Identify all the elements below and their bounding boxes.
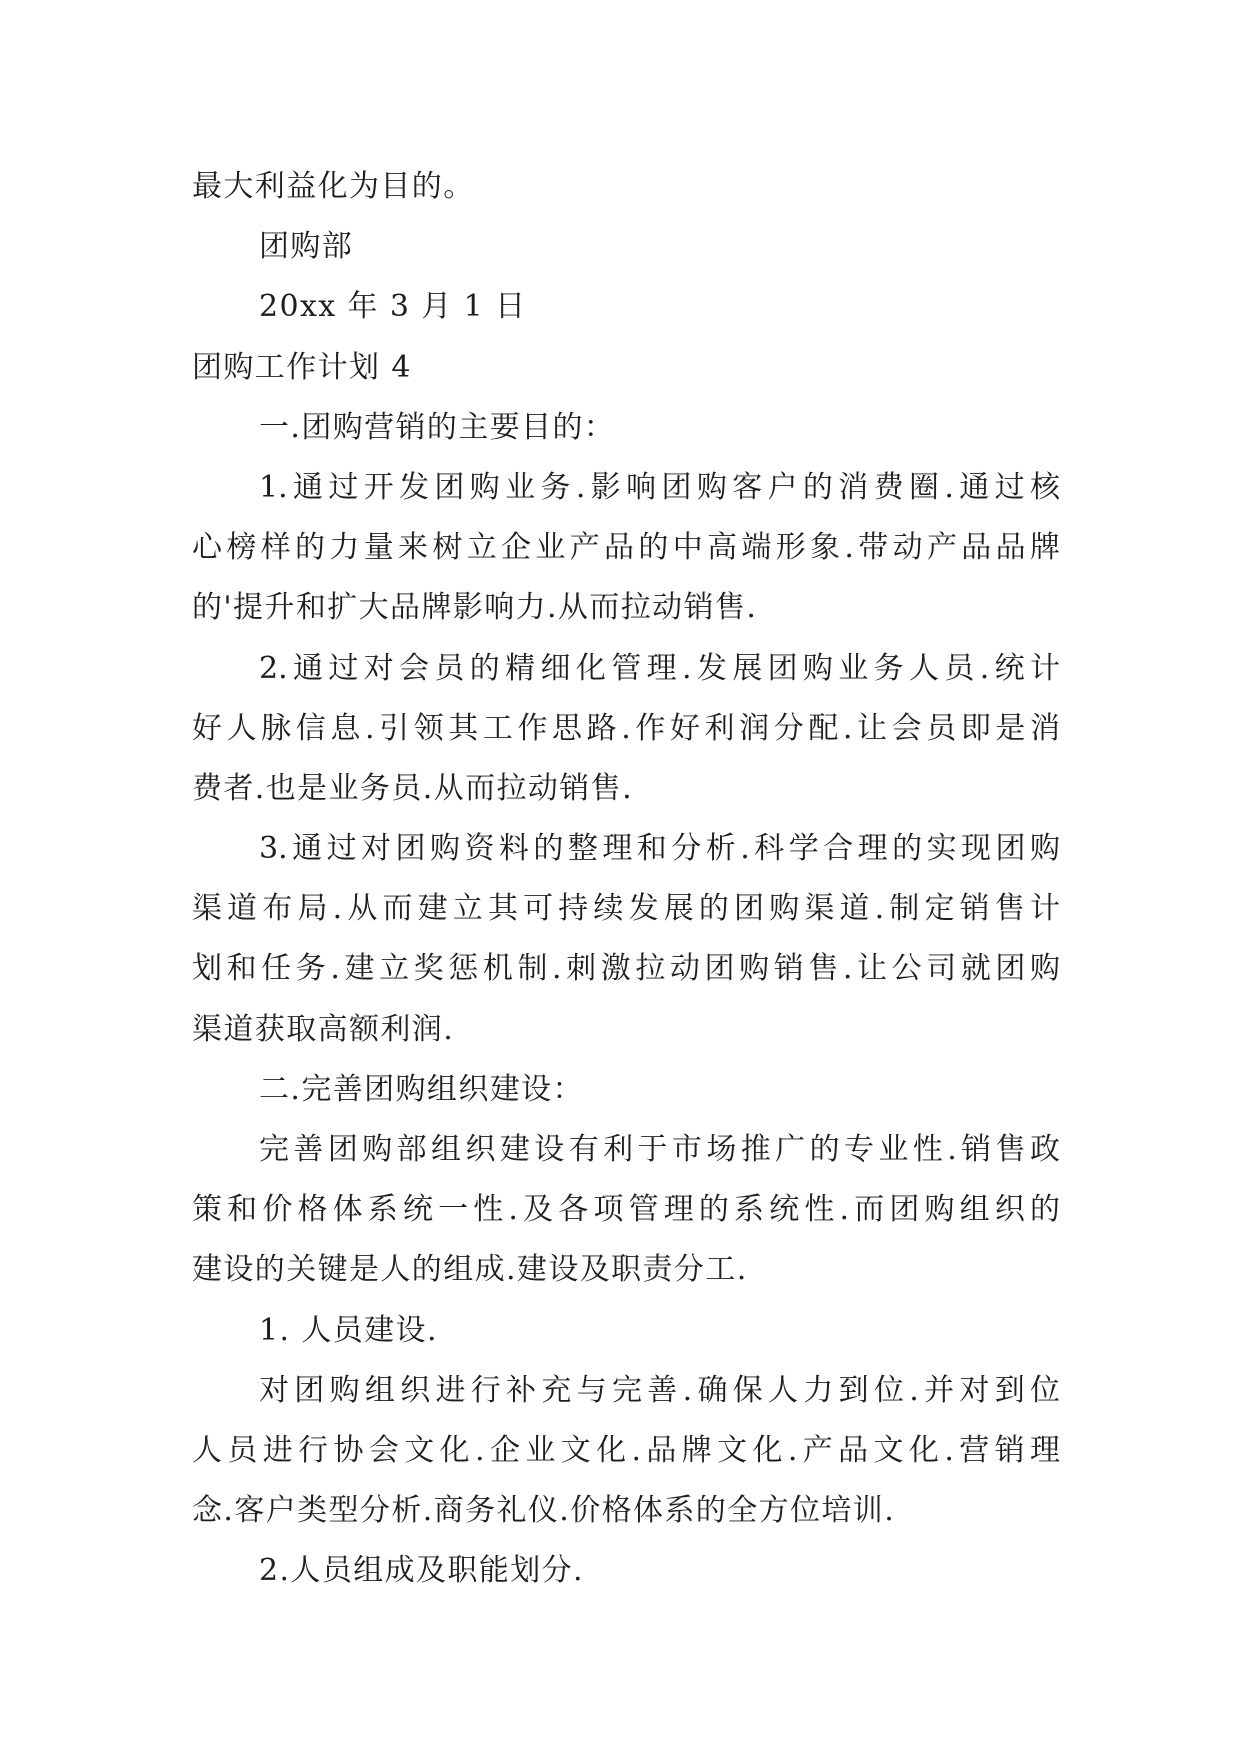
paragraph-line: 费者.也是业务员.从而拉动销售. bbox=[192, 770, 634, 806]
paragraph-line: 2.通过对会员的精细化管理.发展团购业务人员.统计 bbox=[259, 650, 1060, 686]
paragraph-line: 渠道布局.从而建立其可持续发展的团购渠道.制定销售计 bbox=[192, 891, 1060, 927]
plan-title: 团购工作计划 4 bbox=[192, 349, 412, 385]
paragraph-line: 策和价格体系统一性.及各项管理的系统性.而团购组织的 bbox=[192, 1192, 1060, 1228]
document-body bbox=[192, 157, 1060, 1602]
paragraph-line: 3.通过对团购资料的整理和分析.科学合理的实现团购 bbox=[259, 831, 1060, 867]
signature-date: 20xx 年 3 月 1 日 bbox=[259, 289, 527, 325]
goal-paragraph-2 bbox=[192, 639, 1060, 820]
paragraph-line: 好人脉信息.引领其工作思路.作好利润分配.让会员即是消 bbox=[192, 710, 1060, 746]
section-heading-2: 二.完善团购组织建设： bbox=[259, 1071, 584, 1107]
paragraph-line: 的'提升和扩大品牌影响力.从而拉动销售. bbox=[192, 590, 758, 626]
paragraph-line: 心榜样的力量来树立企业产品的中高端形象.带动产品品牌 bbox=[192, 530, 1060, 566]
subsection-heading-1: 1. 人员建设. bbox=[259, 1312, 438, 1348]
signature-department: 团购部 bbox=[259, 229, 354, 265]
staffing-paragraph bbox=[192, 1361, 1060, 1542]
goal-paragraph-3 bbox=[192, 819, 1060, 1060]
paragraph-line: 建设的关键是人的组成.建设及职责分工. bbox=[192, 1252, 748, 1288]
paragraph-line: 对团购组织进行补充与完善.确保人力到位.并对到位 bbox=[259, 1372, 1060, 1408]
opening-line: 最大利益化为目的。 bbox=[192, 169, 475, 204]
paragraph-line: 1.通过开发团购业务.影响团购客户的消费圈.通过核 bbox=[259, 469, 1060, 505]
paragraph-line: 人员进行协会文化.企业文化.品牌文化.产品文化.营销理 bbox=[192, 1432, 1060, 1468]
subsection-heading-2: 2.人员组成及职能划分. bbox=[259, 1553, 584, 1589]
paragraph-line: 念.客户类型分析.商务礼仪.价格体系的全方位培训. bbox=[192, 1493, 896, 1529]
paragraph-line: 渠道获取高额利润. bbox=[192, 1011, 455, 1047]
goal-paragraph-1 bbox=[192, 458, 1060, 639]
section-heading-1: 一.团购营销的主要目的： bbox=[259, 409, 616, 445]
paragraph-line: 完善团购部组织建设有利于市场推广的专业性.销售政 bbox=[259, 1132, 1060, 1167]
organization-intro-paragraph bbox=[192, 1120, 1060, 1301]
paragraph-line: 划和任务.建立奖惩机制.刺激拉动团购销售.让公司就团购 bbox=[192, 951, 1060, 987]
